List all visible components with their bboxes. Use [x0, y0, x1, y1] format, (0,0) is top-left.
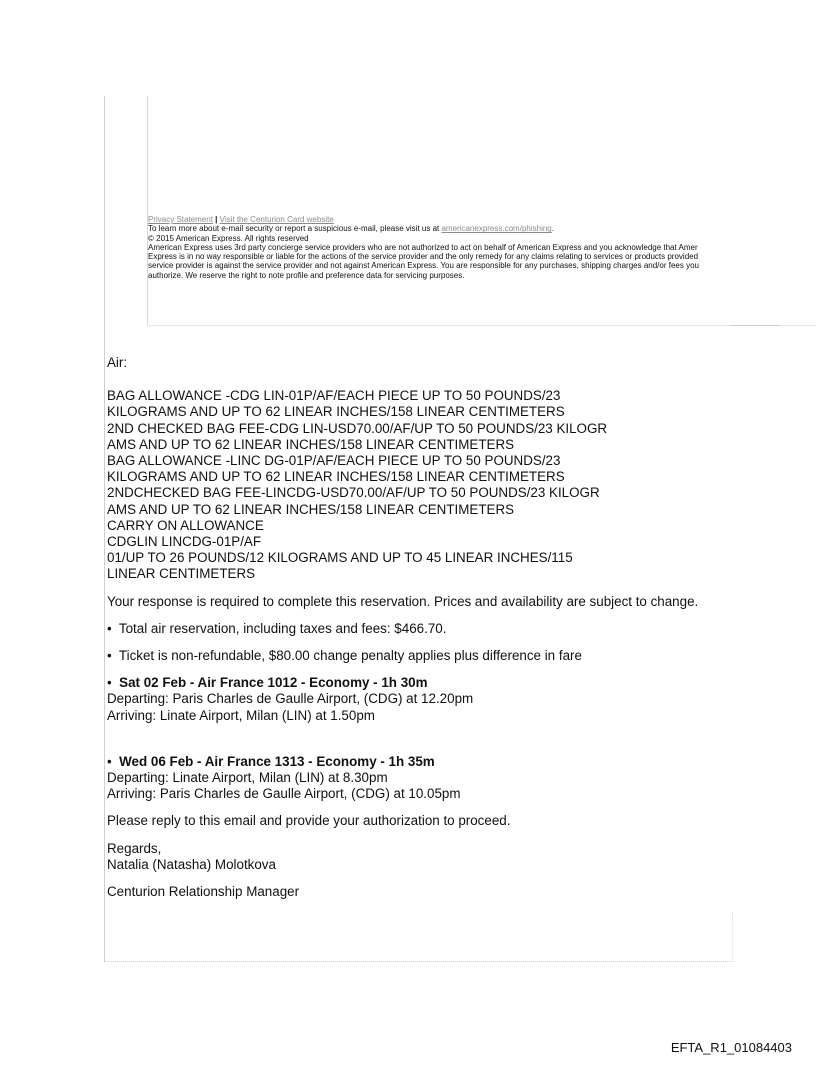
- footer-border-left: [147, 96, 148, 326]
- phishing-link[interactable]: americanexpress.com/phishing: [441, 224, 552, 234]
- footer-links-row: [148, 215, 816, 224]
- baggage-line: BAG ALLOWANCE -CDG LIN-01P/AF/EACH PIECE UP TO 50 POUNDS/23: [107, 388, 561, 404]
- flight-segment-return: [107, 754, 816, 803]
- document-id: EFTA_R1_01084403: [670, 1040, 792, 1055]
- phishing-notice: [148, 224, 816, 233]
- bullet-icon: •: [107, 620, 112, 636]
- flight-title-text: Wed 06 Feb - Air France 1313 - Economy - 1h 35m: [119, 753, 435, 769]
- signature-name: Natalia (Natasha) Molotkova: [107, 856, 276, 872]
- flight-title: [107, 675, 816, 691]
- baggage-line: KILOGRAMS AND UP TO 62 LINEAR INCHES/158 LINEAR CENTIMETERS: [107, 469, 565, 485]
- disclaimer-line: Express is in no way responsible or liable for the actions of the service provider and the only remedy for any claims relating to services or products provided: [148, 252, 699, 262]
- amex-email-footer: [148, 215, 816, 280]
- copyright-notice: © 2015 American Express. All rights reserved: [148, 233, 309, 243]
- flight-arriving: Arriving: Linate Airport, Milan (LIN) at 1.50pm: [107, 707, 375, 723]
- signature-regards: Regards,: [107, 840, 162, 856]
- flight-title: [107, 754, 816, 770]
- total-price-item: [107, 621, 816, 637]
- centurion-website-link[interactable]: Visit the Centurion Card website: [219, 215, 334, 224]
- flight-departing: Departing: Paris Charles de Gaulle Airport, (CDG) at 12.20pm: [107, 691, 474, 707]
- baggage-line: AMS AND UP TO 62 LINEAR INCHES/158 LINEAR CENTIMETERS: [107, 436, 515, 452]
- baggage-line: KILOGRAMS AND UP TO 62 LINEAR INCHES/158 LINEAR CENTIMETERS: [107, 404, 565, 420]
- response-required-notice: Your response is required to complete this reservation. Prices and availability are subject to change.: [107, 593, 699, 609]
- disclaimer-line: service provider is against the service provider and not against American Express. You are responsible for any purchases, shipping charges and/or fees you: [148, 261, 699, 271]
- email-body: [107, 355, 816, 900]
- baggage-line: 2NDCHECKED BAG FEE-LINCDG-USD70.00/AF/UP TO 50 POUNDS/23 KILOGR: [107, 485, 600, 501]
- flight-arriving: Arriving: Paris Charles de Gaulle Airport, (CDG) at 10.05pm: [107, 786, 461, 802]
- disclaimer-line: American Express uses 3rd party concierge service providers who are not authorized to act on behalf of American Express and you acknowledge that Amer: [148, 242, 698, 252]
- baggage-line: 2ND CHECKED BAG FEE-CDG LIN-USD70.00/AF/UP TO 50 POUNDS/23 KILOGR: [107, 420, 608, 436]
- ticket-policy-item: [107, 648, 816, 664]
- phishing-notice-period: .: [551, 224, 554, 234]
- baggage-line: LINEAR CENTIMETERS: [107, 566, 256, 582]
- footer-link-separator: |: [215, 215, 218, 224]
- total-price-text: Total air reservation, including taxes and fees: $466.70.: [118, 620, 447, 636]
- privacy-statement-link[interactable]: Privacy Statement: [148, 215, 213, 224]
- email-quote-border-left: [104, 96, 105, 962]
- phishing-notice-text: To learn more about e-mail security or report a suspicious e-mail, please visit us at: [148, 224, 440, 234]
- reply-request: Please reply to this email and provide your authorization to proceed.: [107, 813, 511, 829]
- baggage-line: 01/UP TO 26 POUNDS/12 KILOGRAMS AND UP TO 45 LINEAR INCHES/115: [107, 550, 573, 566]
- flight-segment-outbound: [107, 675, 816, 724]
- bullet-icon: •: [107, 648, 112, 664]
- footer-border-accent: [730, 325, 780, 326]
- signature-border-right: [732, 912, 733, 962]
- ticket-policy-text: Ticket is non-refundable, $80.00 change penalty applies plus difference in fare: [118, 648, 582, 664]
- bullet-icon: •: [107, 675, 112, 691]
- signature-title: Centurion Relationship Manager: [107, 884, 300, 900]
- disclaimer-line: authorize. We reserve the right to note profile and preference data for servicing purposes.: [148, 270, 465, 280]
- flight-departing: Departing: Linate Airport, Milan (LIN) at 8.30pm: [107, 770, 388, 786]
- baggage-line: CDGLIN LINCDG-01P/AF: [107, 534, 262, 550]
- footer-border-bottom: [147, 325, 816, 326]
- baggage-line: AMS AND UP TO 62 LINEAR INCHES/158 LINEAR CENTIMETERS: [107, 501, 515, 517]
- air-heading: Air:: [107, 355, 128, 370]
- signature: [107, 841, 816, 901]
- baggage-rules: [107, 388, 816, 582]
- email-quote-border-bottom: [104, 961, 732, 962]
- flight-title-text: Sat 02 Feb - Air France 1012 - Economy - 1h 30m: [119, 675, 428, 691]
- bullet-icon: •: [107, 753, 112, 769]
- baggage-line: CARRY ON ALLOWANCE: [107, 517, 264, 533]
- baggage-line: BAG ALLOWANCE -LINC DG-01P/AF/EACH PIECE UP TO 50 POUNDS/23: [107, 453, 561, 469]
